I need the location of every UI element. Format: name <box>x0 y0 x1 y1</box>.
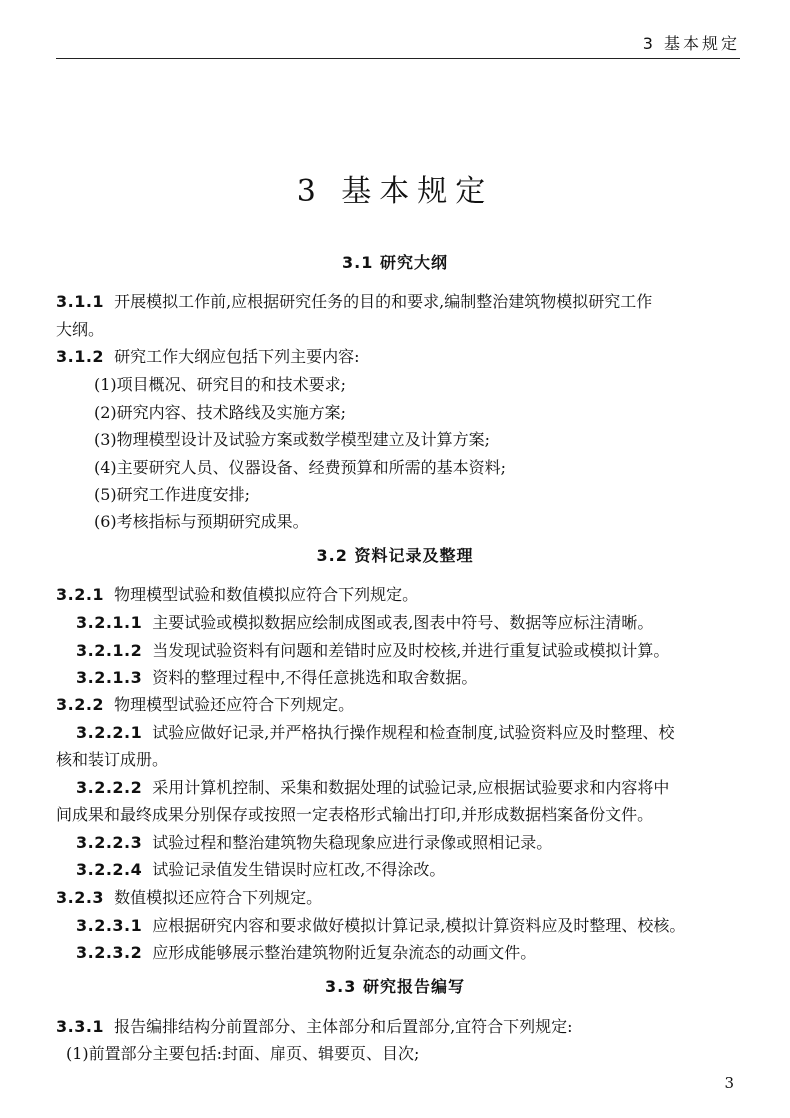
clause-text: 试验应做好记录,并严格执行操作规程和检查制度,试验资料应及时整理、校 <box>152 723 675 742</box>
clause-text: 资料的整理过程中,不得任意挑选和取舍数据。 <box>152 668 478 687</box>
clause-3-1-2 <box>56 343 746 371</box>
list-item: (2)研究内容、技术路线及实施方案; <box>94 403 347 422</box>
clause-text: 当发现试验资料有问题和差错时应及时校核,并进行重复试验或模拟计算。 <box>152 641 670 660</box>
clause-3-3-1 <box>56 1013 746 1041</box>
clause-number: 3.2.3.1 <box>76 916 143 935</box>
clause-text: 物理模型试验还应符合下列规定。 <box>114 695 355 714</box>
clause-number: 3.1.1 <box>56 292 105 311</box>
list-item: (5)研究工作进度安排; <box>94 485 251 504</box>
clause-number: 3.2.1 <box>56 585 105 604</box>
clause-text: 数值模拟还应符合下列规定。 <box>114 888 323 907</box>
running-header: 3 基本规定 <box>642 34 740 53</box>
clause-text: 研究工作大纲应包括下列主要内容: <box>114 347 360 366</box>
clause-number: 3.2.1.2 <box>76 641 143 660</box>
clause-number: 3.2.1.1 <box>76 613 143 632</box>
clause-text: 报告编排结构分前置部分、主体部分和后置部分,宜符合下列规定: <box>114 1017 573 1036</box>
clause-number: 3.2.3.2 <box>76 943 143 962</box>
header-rule <box>56 58 740 59</box>
clause-text: 应根据研究内容和要求做好模拟计算记录,模拟计算资料应及时整理、校核。 <box>152 916 686 935</box>
clause-number: 3.2.2.3 <box>76 833 143 852</box>
clause-text: 开展模拟工作前,应根据研究任务的目的和要求,编制整治建筑物模拟研究工作 <box>114 292 653 311</box>
clause-3-1-1-continuation: 大纲。 <box>56 320 105 339</box>
clause-3-2-1-2 <box>76 637 746 665</box>
list-item: (3)物理模型设计及试验方案或数学模型建立及计算方案; <box>94 430 491 449</box>
clause-number: 3.2.2.2 <box>76 778 143 797</box>
clause-text: 主要试验或模拟数据应绘制成图或表,图表中符号、数据等应标注清晰。 <box>152 613 654 632</box>
clause-text: 试验记录值发生错误时应杠改,不得涂改。 <box>152 860 446 879</box>
clause-text: 试验过程和整治建筑物失稳现象应进行录像或照相记录。 <box>152 833 553 852</box>
clause-3-2-2-1-continuation: 核和装订成册。 <box>56 750 169 769</box>
section-title-3-1: 3.1 研究大纲 <box>342 253 448 272</box>
clause-3-2-1-3 <box>76 664 746 692</box>
page-number: 3 <box>724 1074 734 1092</box>
clause-number: 3.2.2 <box>56 695 105 714</box>
clause-3-2-3-2 <box>76 939 746 967</box>
clause-number: 3.2.1.3 <box>76 668 143 687</box>
clause-number: 3.2.2.4 <box>76 860 143 879</box>
clause-3-2-1 <box>56 581 746 609</box>
clause-number: 3.3.1 <box>56 1017 105 1036</box>
list-item: (1)项目概况、研究目的和技术要求; <box>94 375 347 394</box>
clause-3-1-1 <box>56 288 746 316</box>
section-title-3-2: 3.2 资料记录及整理 <box>316 546 474 565</box>
clause-text: 采用计算机控制、采集和数据处理的试验记录,应根据试验要求和内容将中 <box>152 778 670 797</box>
clause-text: 应形成能够展示整治建筑物附近复杂流态的动画文件。 <box>152 943 537 962</box>
clause-3-2-2-3 <box>76 829 746 857</box>
list-item: (4)主要研究人员、仪器设备、经费预算和所需的基本资料; <box>94 458 507 477</box>
clause-3-2-1-1 <box>76 609 746 637</box>
clause-text: 物理模型试验和数值模拟应符合下列规定。 <box>114 585 419 604</box>
clause-3-2-3-1 <box>76 912 746 940</box>
list-item: (6)考核指标与预期研究成果。 <box>94 512 309 531</box>
clause-3-2-2-4 <box>76 856 746 884</box>
clause-3-2-2-2 <box>76 774 746 802</box>
clause-number: 3.1.2 <box>56 347 105 366</box>
clause-number: 3.2.2.1 <box>76 723 143 742</box>
clause-3-2-2 <box>56 691 746 719</box>
clause-3-2-2-1 <box>76 719 746 747</box>
chapter-title: 3 基本规定 <box>296 174 494 209</box>
clause-3-2-3 <box>56 884 746 912</box>
clause-3-2-2-2-continuation: 间成果和最终成果分别保存或按照一定表格形式输出打印,并形成数据档案备份文件。 <box>56 805 654 824</box>
list-item: (1)前置部分主要包括:封面、扉页、辑要页、目次; <box>66 1044 420 1063</box>
section-title-3-3: 3.3 研究报告编写 <box>325 977 465 996</box>
clause-number: 3.2.3 <box>56 888 105 907</box>
